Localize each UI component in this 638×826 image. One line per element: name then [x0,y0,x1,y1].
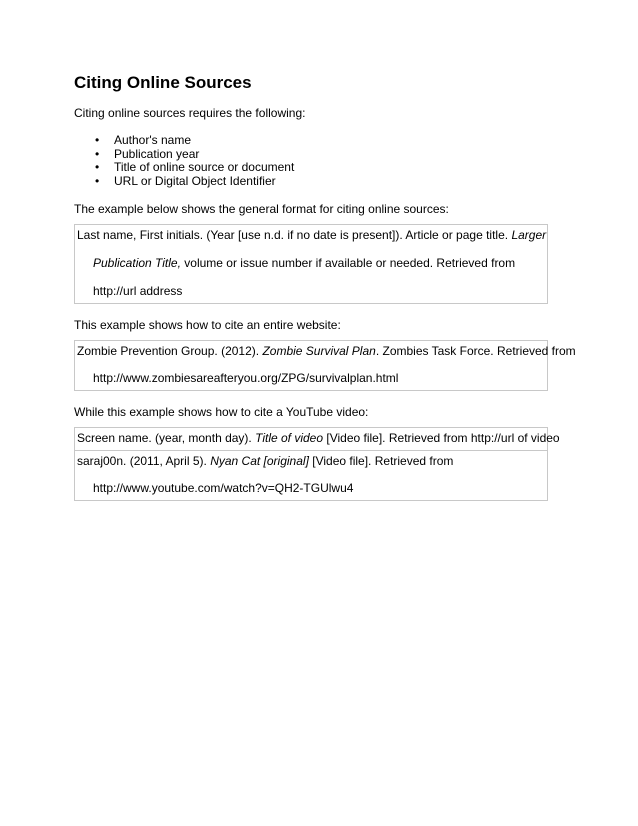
requirements-list [74,134,554,188]
youtube-example-box [74,427,560,501]
citation-text: saraj00n. (2011, April 5). [77,454,211,468]
citation-text: Zombie Prevention Group. (2012). [77,344,263,358]
list-item-text: Title of online source or document [114,160,295,174]
citation-line [77,431,560,446]
bullet-icon: • [95,160,100,174]
citation-text: [Video file]. Retrieved from http://url of video [323,431,560,445]
citation-url: http://www.zombiesareafteryou.org/ZPG/survivalplan.html [93,371,399,385]
citation-url: http://url address [93,284,183,298]
list-item-text: Author's name [114,133,191,147]
youtube-example-intro: While this example shows how to cite a YouTube video: [74,405,369,419]
document-page [74,72,576,501]
list-item [74,175,554,189]
general-format-box [74,224,548,304]
citation-text: Screen name. (year, month day). [77,431,256,445]
citation-line [77,256,545,271]
list-item [74,161,554,175]
citation-line [77,228,545,243]
bullet-icon: • [95,133,100,147]
youtube-format-citation [75,428,560,450]
list-item [74,148,554,162]
citation-url: http://www.youtube.com/watch?v=QH2-TGUlwu4 [93,481,354,495]
list-item-text: Publication year [114,146,200,161]
citation-text: Last name, First initials. (Year [use n.d. if no date is present]). Article or page title. [77,228,512,242]
citation-line [77,344,576,359]
citation-text: volume or issue number if available or needed. Retrieved from [180,256,516,270]
website-example-box [74,340,576,391]
youtube-example-citation [75,450,547,500]
intro-text: Citing online sources requires the following: [74,106,306,120]
citation-italic-text: Title of video [255,431,324,445]
list-item-text: URL or Digital Object Identifier [114,173,276,188]
citation-italic-text: Larger [511,228,547,242]
citation-text: [Video file]. Retrieved from [308,454,454,468]
page-title: Citing Online Sources [74,73,252,92]
citation-text: . Zombies Task Force. Retrieved from [375,344,576,358]
citation-italic-text: Zombie Survival Plan [262,344,376,358]
website-example-intro: This example shows how to cite an entire website: [74,318,341,332]
bullet-icon: • [95,146,100,161]
general-format-intro: The example below shows the general format for citing online sources: [74,202,449,216]
citation-italic-text: Nyan Cat [original] [210,454,309,468]
bullet-icon: • [95,173,100,188]
list-item [74,134,554,148]
website-citation [75,341,576,390]
general-format-citation [75,225,547,303]
citation-italic-text: Publication Title, [93,256,181,270]
citation-line [77,454,545,469]
